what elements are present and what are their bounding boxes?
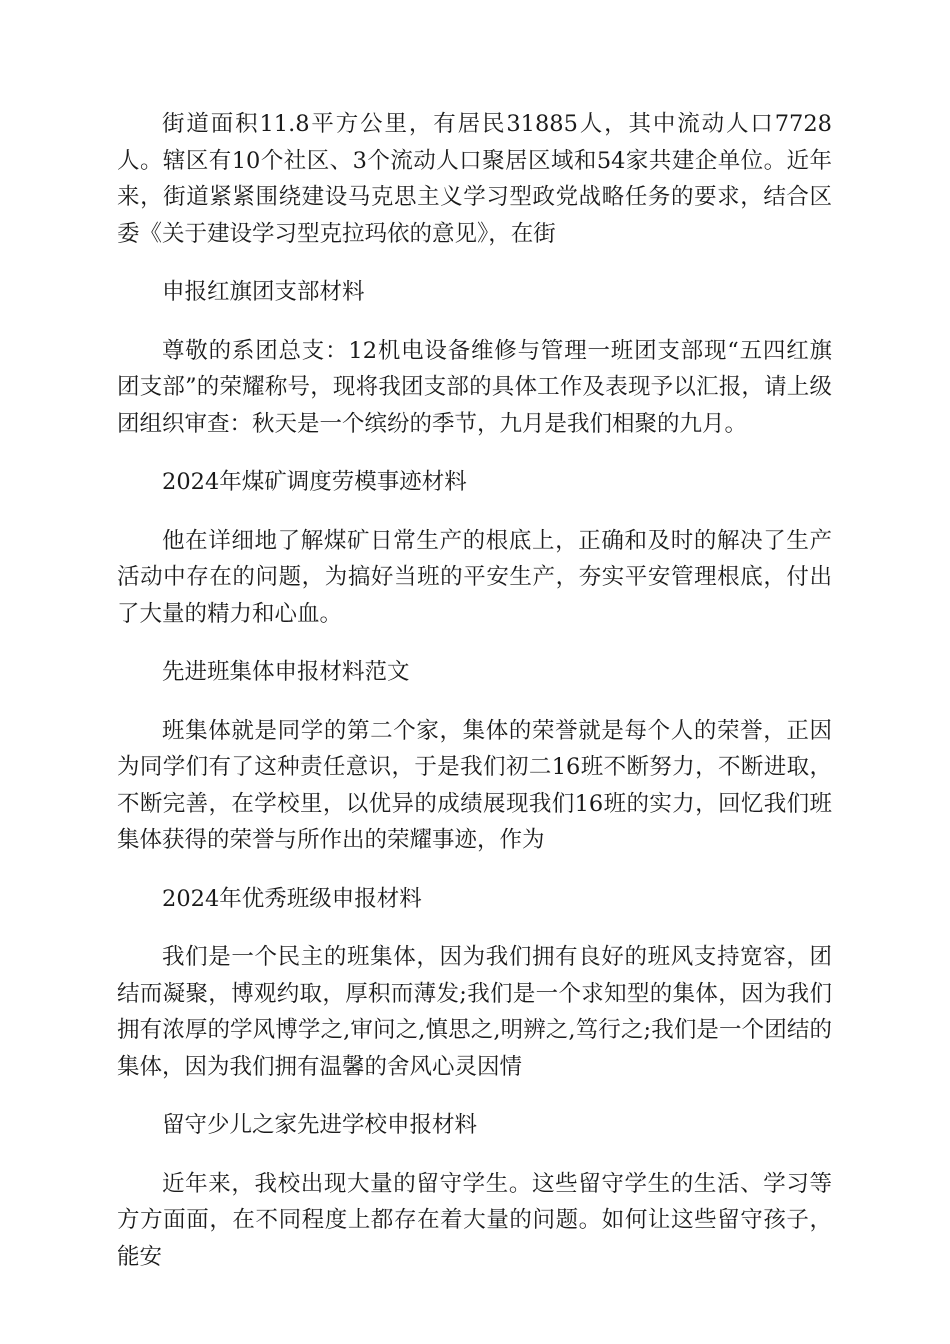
heading-left-behind-children-school: 留守少儿之家先进学校申报材料 xyxy=(162,1112,478,1138)
document-body xyxy=(117,106,832,1297)
paragraph-league-branch-report: 尊敬的系团总支：12机电设备维修与管理一班团支部现“五四红旗团支部”的荣耀称号，现将我团支部的具体工作及表现予以汇报，请上级团组织审查：秋天是一个缤纷的季节，九月是我们相聚的九月。 xyxy=(117,337,832,437)
paragraph-democratic-class: 我们是一个民主的班集体，因为我们拥有良好的班风支持宽容，团结而凝聚，博观约取，厚积而薄发;我们是一个求知型的集体，因为我们拥有浓厚的学风博学之,审问之,慎思之,明辨之,笃行之;我们是一个团结的集体，因为我们拥有温馨的舍风心灵因情 xyxy=(117,944,832,1080)
paragraph-class-collective: 班集体就是同学的第二个家，集体的荣誉就是每个人的荣誉，正因为同学们有了这种责任意识，于是我们初二16班不断努力，不断进取，不断完善，在学校里，以优异的成绩展现我们16班的实力，回忆我们班集体获得的荣誉与所作出的荣耀事迹，作为 xyxy=(117,717,832,853)
heading-excellent-class: 2024年优秀班级申报材料 xyxy=(162,885,422,912)
paragraph-street-overview: 街道面积11.8平方公里，有居民31885人，其中流动人口7728人。辖区有10个社区、3个流动人口聚居区域和54家共建企单位。近年来，街道紧紧围绕建设马克思主义学习型政党战略任务的要求，结合区委《关于建设学习型克拉玛依的意见》，在街 xyxy=(117,111,832,247)
heading-coal-mine-model-worker: 2024年煤矿调度劳模事迹材料 xyxy=(162,469,467,495)
paragraph-left-behind-students: 近年来，我校出现大量的留守学生。这些留守学生的生活、学习等方方面面，在不同程度上都存在着大量的问题。如何让这些留守孩子，能安 xyxy=(117,1170,832,1270)
heading-advanced-class-collective: 先进班集体申报材料范文 xyxy=(162,659,410,685)
paragraph-coal-mine-deeds: 他在详细地了解煤矿日常生产的根底上，正确和及时的解决了生产活动中存在的问题，为搞好当班的平安生产，夯实平安管理根底，付出了大量的精力和心血。 xyxy=(117,527,832,627)
heading-red-flag-league-branch: 申报红旗团支部材料 xyxy=(162,279,365,305)
